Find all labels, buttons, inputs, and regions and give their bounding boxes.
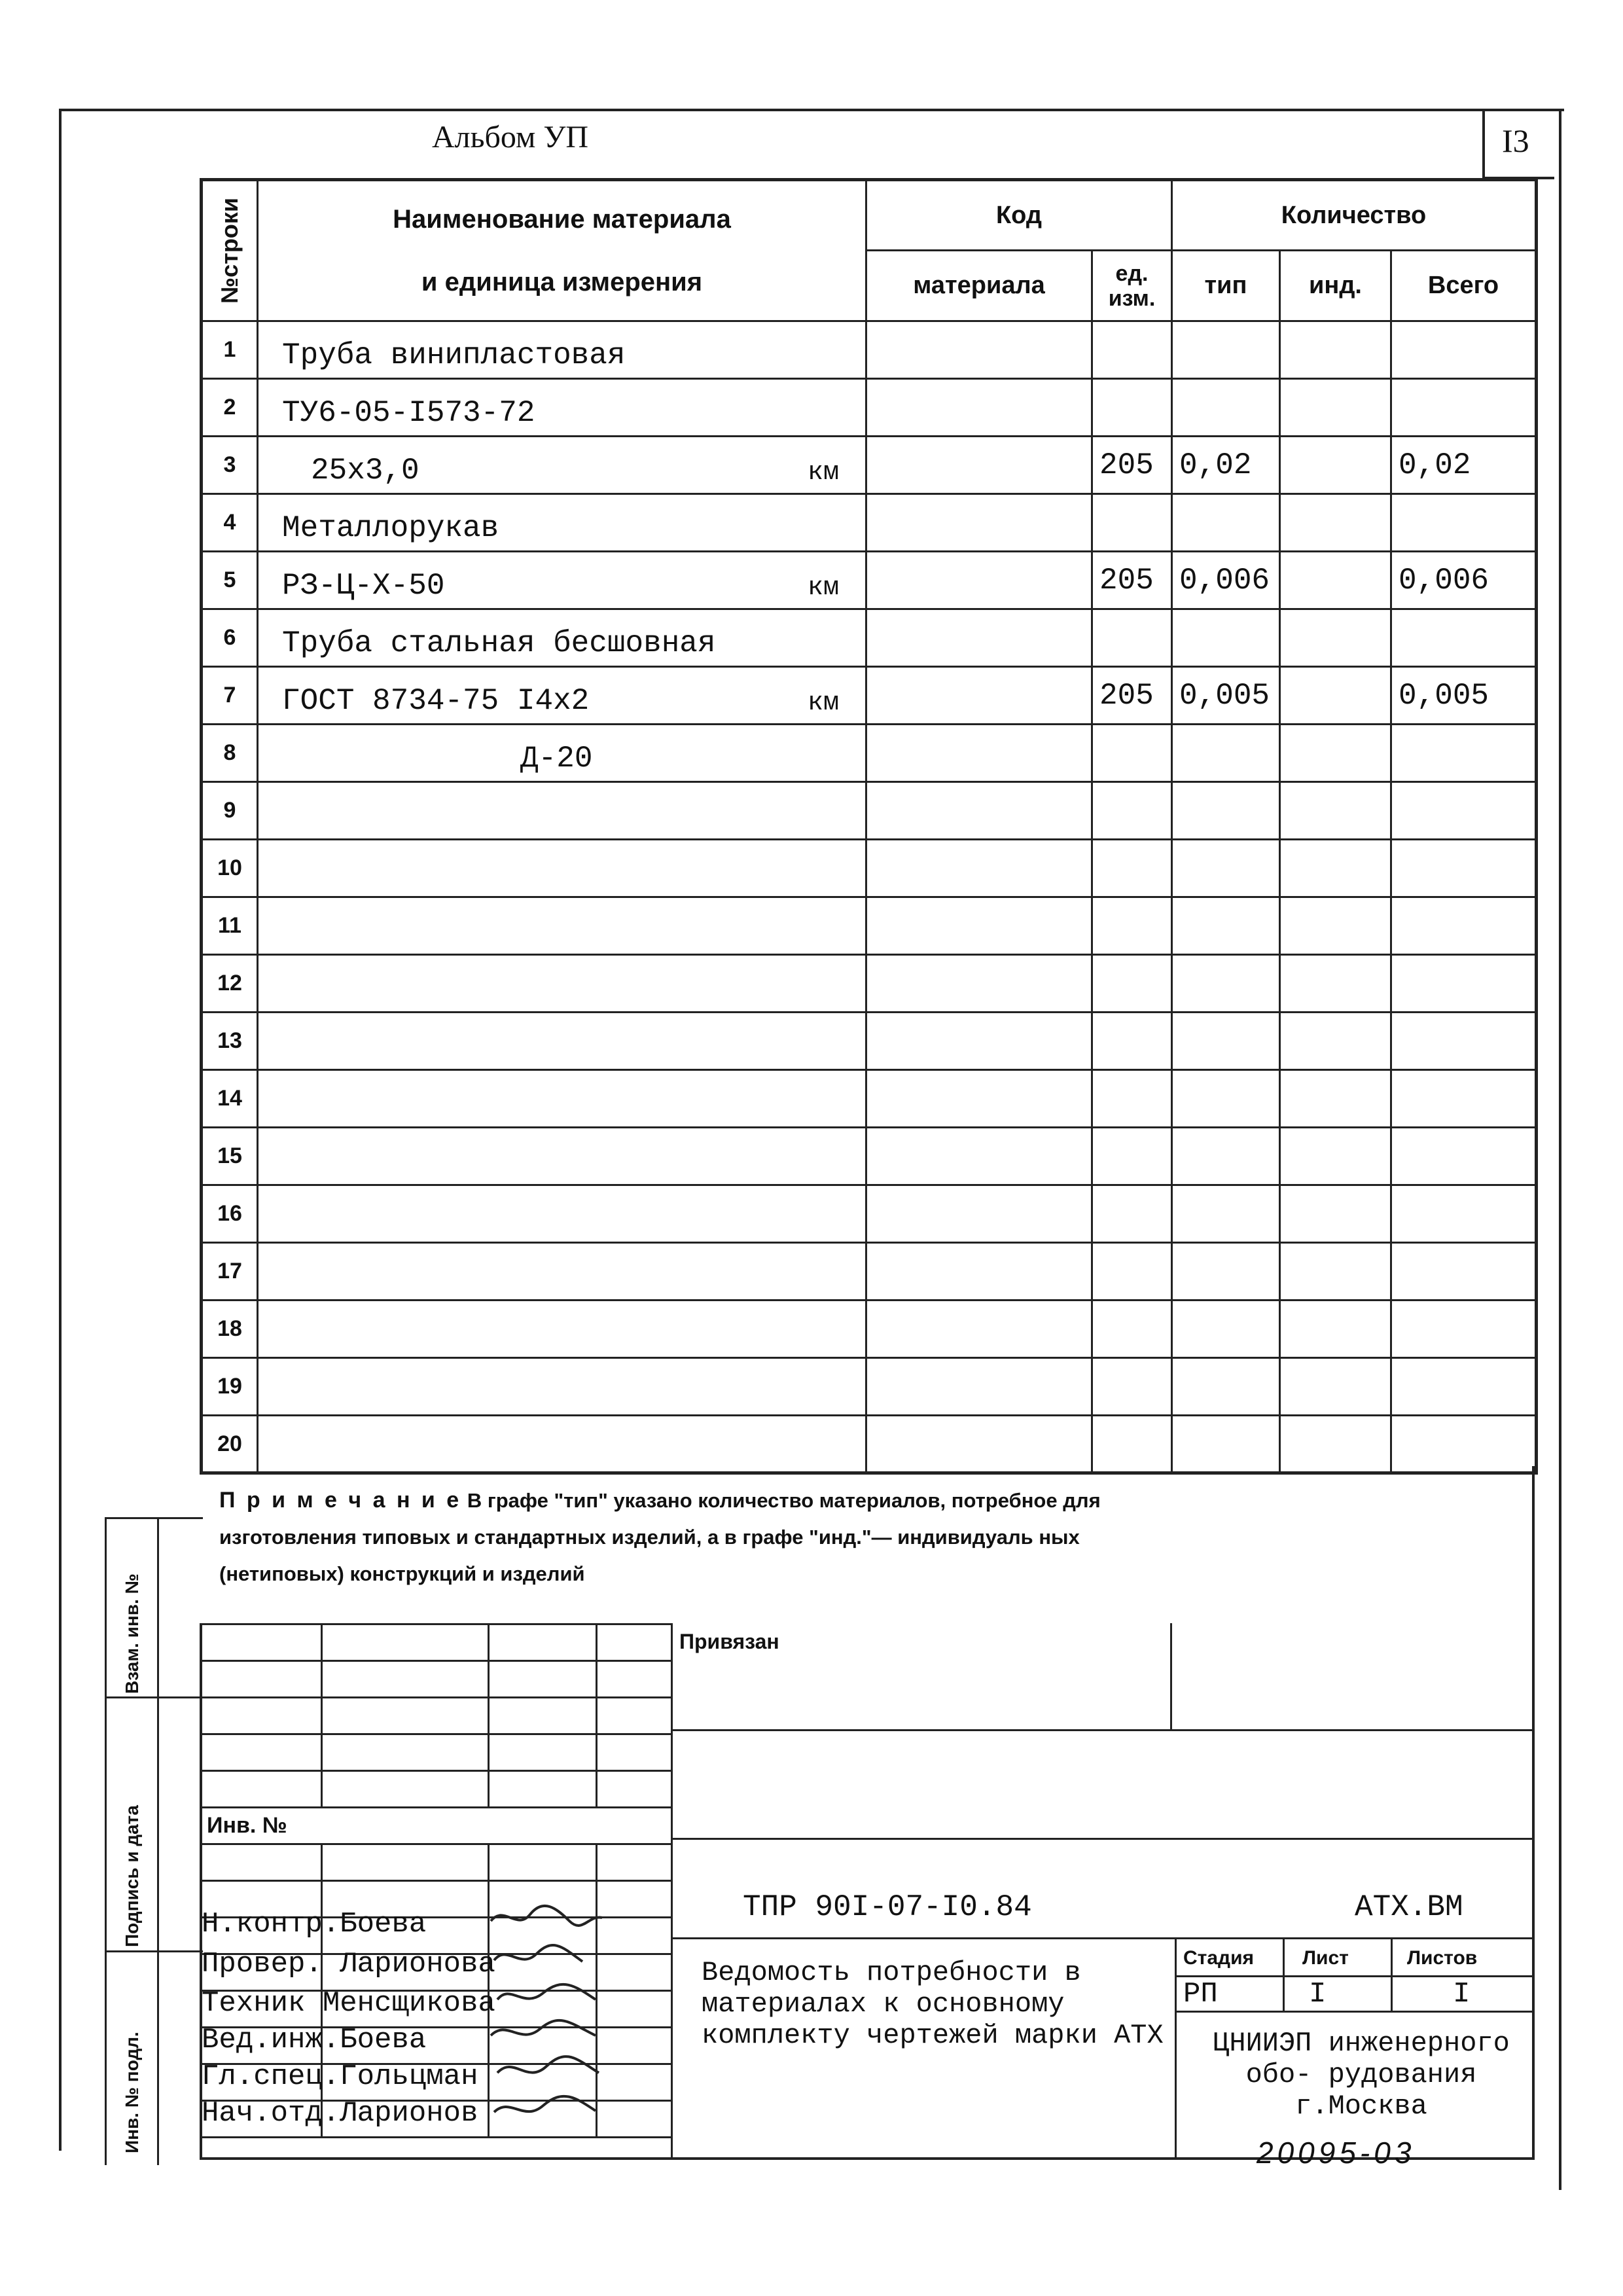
- material-name: [258, 1300, 866, 1358]
- staff-row-1: [202, 1908, 426, 1941]
- stamp-cell: [322, 1844, 489, 1881]
- staff-name: Ларионова: [340, 1948, 495, 1981]
- stamp-cell: [322, 1624, 489, 1661]
- qty-type: [1172, 379, 1280, 437]
- qty-ind: [1280, 1243, 1391, 1300]
- table-row: [202, 1013, 1537, 1070]
- unit-code: [1092, 1358, 1172, 1416]
- staff-row-5: [202, 2060, 478, 2093]
- qty-ind: [1280, 955, 1391, 1013]
- table-row: [202, 725, 1537, 782]
- material-name: [258, 609, 866, 667]
- staff-row-6: [202, 2097, 478, 2130]
- staff-name: Боева: [340, 1908, 427, 1941]
- unit-code: [1092, 840, 1172, 897]
- material-code: [866, 1128, 1092, 1185]
- qty-total: [1391, 1185, 1537, 1243]
- qty-ind: [1280, 1070, 1391, 1128]
- qty-total: [1391, 1358, 1537, 1416]
- qty-type: [1172, 494, 1280, 552]
- unit-code: [1092, 1070, 1172, 1128]
- quantity-header: Количество: [1172, 180, 1537, 251]
- footer-number: 20095-03: [1257, 2136, 1416, 2170]
- qty-total: [1391, 609, 1537, 667]
- qty-total: [1391, 782, 1537, 840]
- qty-total: [1391, 1128, 1537, 1185]
- row-number: 14: [202, 1070, 258, 1128]
- table-row: [202, 321, 1537, 379]
- table-row: [202, 782, 1537, 840]
- qty-ind: [1280, 494, 1391, 552]
- table-row: [202, 840, 1537, 897]
- side-label-vzam: Взам. инв. №: [122, 1573, 142, 1694]
- stamp-cell: [201, 1661, 322, 1698]
- qty-type: 0,006: [1172, 552, 1280, 609]
- signature-2: [494, 1945, 582, 1962]
- table-row: [202, 1416, 1537, 1473]
- row-number: 13: [202, 1013, 258, 1070]
- stamp-cell: [489, 1624, 597, 1661]
- material-name: [258, 782, 866, 840]
- row-number: 20: [202, 1416, 258, 1473]
- signature-1: [491, 1906, 602, 1926]
- staff-role: Техник: [202, 1987, 306, 2020]
- unit-code: 205: [1092, 552, 1172, 609]
- staff-row-4: [202, 2024, 426, 2056]
- row-number-header: [202, 180, 258, 321]
- sheet-label: Лист: [1302, 1947, 1349, 1969]
- signature-3: [497, 1984, 596, 2000]
- qty-ind: [1280, 321, 1391, 379]
- table-body: [202, 321, 1537, 1473]
- material-name: [258, 552, 866, 609]
- qty-total-header: Всего: [1391, 251, 1537, 321]
- table-row: [202, 1128, 1537, 1185]
- staff-role: Провер.: [202, 1948, 323, 1981]
- material-code: [866, 782, 1092, 840]
- qty-ind-header: инд.: [1280, 251, 1391, 321]
- unit-code: [1092, 1013, 1172, 1070]
- qty-ind: [1280, 667, 1391, 725]
- stamp-line-a: [671, 1838, 1535, 1840]
- unit-code: [1092, 1243, 1172, 1300]
- row-number: 6: [202, 609, 258, 667]
- qty-type: [1172, 782, 1280, 840]
- org-name: ЦНИИЭП инженерного обо- рудования г.Москва: [1213, 2028, 1510, 2122]
- stamp-cell: [597, 1771, 672, 1808]
- staff-name: Боева: [340, 2024, 427, 2056]
- qty-type: [1172, 1416, 1280, 1473]
- name-header-line1: Наименование материала: [393, 205, 731, 234]
- qty-type: [1172, 321, 1280, 379]
- unit-code: [1092, 379, 1172, 437]
- material-name-text: РЗ-Ц-Х-50: [282, 569, 445, 603]
- qty-total: [1391, 725, 1537, 782]
- stage-value-line: [1175, 2011, 1535, 2013]
- material-name: [258, 321, 866, 379]
- qty-ind: [1280, 379, 1391, 437]
- material-unit: км: [807, 458, 839, 488]
- inv-no-cell: [201, 1808, 672, 1844]
- stage-header-line: [1175, 1975, 1535, 1977]
- stamp-cell: [597, 1661, 672, 1698]
- stage-label: Стадия: [1183, 1947, 1255, 1969]
- unit-code: [1092, 1128, 1172, 1185]
- privyazan-divider: [1170, 1623, 1172, 1731]
- qty-ind: [1280, 1416, 1391, 1473]
- qty-ind: [1280, 840, 1391, 897]
- qty-type: [1172, 1300, 1280, 1358]
- stamp-cell: [322, 1698, 489, 1734]
- qty-total: 0,005: [1391, 667, 1537, 725]
- code-unit-header: ед. изм.: [1092, 251, 1172, 321]
- qty-type: [1172, 1128, 1280, 1185]
- unit-code: [1092, 782, 1172, 840]
- qty-type: [1172, 725, 1280, 782]
- qty-total: [1391, 1243, 1537, 1300]
- doc-code: ТПР 90I-07-I0.84: [743, 1890, 1032, 1924]
- material-name-text: Д-20: [520, 742, 593, 776]
- unit-code: [1092, 725, 1172, 782]
- material-name: [258, 1013, 866, 1070]
- sheets-value: I: [1453, 1978, 1471, 2011]
- stamp-cell: [597, 1844, 672, 1881]
- material-name: [258, 1243, 866, 1300]
- qty-ind: [1280, 782, 1391, 840]
- material-code: [866, 1185, 1092, 1243]
- side-label-inv-podl: Инв. № подл.: [122, 2032, 142, 2153]
- material-code: [866, 1300, 1092, 1358]
- material-name-text: ТУ6-05-I573-72: [282, 396, 535, 430]
- album-title: Альбом УП: [432, 120, 589, 154]
- material-unit: км: [807, 689, 839, 718]
- qty-type: [1172, 840, 1280, 897]
- qty-total: [1391, 955, 1537, 1013]
- material-name: [258, 1128, 866, 1185]
- staff-role: Н.контр.: [202, 1908, 340, 1941]
- row-number: 11: [202, 897, 258, 955]
- side-inner-line: [157, 1517, 159, 2165]
- row-number: 2: [202, 379, 258, 437]
- staff-name: Гольцман: [340, 2060, 478, 2093]
- qty-ind: [1280, 1185, 1391, 1243]
- qty-ind: [1280, 437, 1391, 494]
- qty-type: 0,02: [1172, 437, 1280, 494]
- material-code: [866, 321, 1092, 379]
- row-number: 15: [202, 1128, 258, 1185]
- qty-type: 0,005: [1172, 667, 1280, 725]
- material-code: [866, 840, 1092, 897]
- unit-code: [1092, 955, 1172, 1013]
- qty-total: 0,006: [1391, 552, 1537, 609]
- material-name-text: 25х3,0: [311, 454, 419, 488]
- table-row: [202, 955, 1537, 1013]
- table-row: [202, 1185, 1537, 1243]
- qty-total: [1391, 1013, 1537, 1070]
- unit-code: 205: [1092, 437, 1172, 494]
- staff-role: Гл.спец.: [202, 2060, 340, 2093]
- signature-6: [494, 2096, 596, 2112]
- qty-type: [1172, 955, 1280, 1013]
- material-name: [258, 840, 866, 897]
- row-number: 12: [202, 955, 258, 1013]
- code-material-header: материала: [866, 251, 1092, 321]
- note-text: [219, 1482, 1135, 1592]
- page-number: I3: [1502, 122, 1529, 159]
- material-code: [866, 1070, 1092, 1128]
- inv-no-label: Инв. №: [207, 1813, 287, 1838]
- qty-ind: [1280, 897, 1391, 955]
- table-row: [202, 552, 1537, 609]
- table-row: [202, 609, 1537, 667]
- stamp-cell: [322, 1734, 489, 1771]
- material-name: [258, 725, 866, 782]
- row-number: 19: [202, 1358, 258, 1416]
- unit-code: [1092, 1185, 1172, 1243]
- side-label-podpis: Подпись и дата: [122, 1805, 142, 1947]
- table-row: [202, 494, 1537, 552]
- material-unit: км: [807, 573, 839, 603]
- qty-total: [1391, 1070, 1537, 1128]
- material-name: [258, 1358, 866, 1416]
- material-name: [258, 897, 866, 955]
- material-name-text: Труба винипластовая: [282, 338, 626, 372]
- side-left-line: [105, 1517, 107, 2165]
- qty-ind: [1280, 609, 1391, 667]
- unit-code: [1092, 1416, 1172, 1473]
- note-block: [200, 1466, 1535, 1623]
- row-number: 10: [202, 840, 258, 897]
- stamp-cell: [489, 1734, 597, 1771]
- table-row: [202, 437, 1537, 494]
- qty-type-header: тип: [1172, 251, 1280, 321]
- staff-role: Нач.отд.: [202, 2097, 340, 2130]
- row-number: 8: [202, 725, 258, 782]
- note-lead: П р и м е ч а н и е: [219, 1488, 462, 1513]
- unit-code: [1092, 609, 1172, 667]
- stamp-cell: [201, 1734, 322, 1771]
- stamp-cell: [597, 1698, 672, 1734]
- row-number: 1: [202, 321, 258, 379]
- staff-name: Менсщикова: [322, 1987, 495, 2020]
- qty-total: [1391, 494, 1537, 552]
- material-name: [258, 494, 866, 552]
- stamp-cell: [597, 1734, 672, 1771]
- stamp-cell: [322, 1771, 489, 1808]
- side-divider-3: [105, 1950, 203, 1952]
- material-code: [866, 1358, 1092, 1416]
- table-row: [202, 667, 1537, 725]
- materials-table: [200, 178, 1538, 1475]
- sheets-label: Листов: [1407, 1947, 1478, 1969]
- side-divider-2: [105, 1696, 203, 1698]
- stage-divider-1: [1283, 1937, 1285, 2011]
- row-number: 17: [202, 1243, 258, 1300]
- stage-divider-2: [1391, 1937, 1393, 2011]
- side-divider-1: [105, 1517, 203, 1519]
- material-name-text: Труба стальная бесшовная: [282, 626, 716, 660]
- stage-value: РП: [1183, 1978, 1218, 2011]
- row-number: 7: [202, 667, 258, 725]
- sheet-value: I: [1309, 1978, 1327, 2011]
- qty-ind: [1280, 1128, 1391, 1185]
- stamp-cell: [201, 1624, 322, 1661]
- qty-type: [1172, 609, 1280, 667]
- qty-type: [1172, 1185, 1280, 1243]
- qty-type: [1172, 1070, 1280, 1128]
- material-name-text: Металлорукав: [282, 511, 499, 545]
- qty-total: [1391, 1300, 1537, 1358]
- row-number: 4: [202, 494, 258, 552]
- unit-code: [1092, 897, 1172, 955]
- qty-type: [1172, 1243, 1280, 1300]
- material-name: [258, 437, 866, 494]
- material-code: [866, 897, 1092, 955]
- stamp-cell: [489, 1844, 597, 1881]
- qty-ind: [1280, 1013, 1391, 1070]
- table-row: [202, 379, 1537, 437]
- material-code: [866, 552, 1092, 609]
- signatures-svg: [484, 1901, 615, 2130]
- qty-type: [1172, 1358, 1280, 1416]
- table-row: [202, 1300, 1537, 1358]
- stamp-cell: [201, 1844, 322, 1881]
- unit-code: [1092, 1300, 1172, 1358]
- material-name: [258, 1185, 866, 1243]
- qty-total: [1391, 897, 1537, 955]
- unit-code: [1092, 494, 1172, 552]
- qty-total: [1391, 1416, 1537, 1473]
- qty-total: [1391, 840, 1537, 897]
- qty-total: [1391, 379, 1537, 437]
- row-number: 3: [202, 437, 258, 494]
- table-row: [202, 1358, 1537, 1416]
- qty-ind: [1280, 725, 1391, 782]
- material-name-text: ГОСТ 8734-75 I4х2: [282, 684, 590, 718]
- stamp-cell: [489, 1698, 597, 1734]
- frame-left-line: [59, 109, 62, 2151]
- material-code: [866, 955, 1092, 1013]
- material-name: [258, 667, 866, 725]
- privyazan-box: [671, 1623, 1535, 1731]
- staff-row-3: [202, 1987, 495, 2020]
- name-header: [258, 180, 866, 321]
- material-name: [258, 955, 866, 1013]
- material-code: [866, 609, 1092, 667]
- qty-total: [1391, 321, 1537, 379]
- material-code: [866, 1013, 1092, 1070]
- material-code: [866, 437, 1092, 494]
- row-number: 9: [202, 782, 258, 840]
- qty-ind: [1280, 1300, 1391, 1358]
- row-number-header-label: №строки: [216, 198, 243, 304]
- signature-4: [491, 2020, 596, 2036]
- name-header-line2: и единица измерения: [421, 268, 703, 296]
- material-code: [866, 725, 1092, 782]
- qty-ind: [1280, 1358, 1391, 1416]
- stamp-cell: [597, 1624, 672, 1661]
- table-row: [202, 1070, 1537, 1128]
- qty-total: 0,02: [1391, 437, 1537, 494]
- row-number: 5: [202, 552, 258, 609]
- frame-right-line: [1559, 109, 1561, 2190]
- qty-ind: [1280, 552, 1391, 609]
- material-code: [866, 1243, 1092, 1300]
- doc-mark: АТХ.ВМ: [1355, 1890, 1463, 1924]
- qty-type: [1172, 1013, 1280, 1070]
- row-number: 16: [202, 1185, 258, 1243]
- staff-role: Вед.инж.: [202, 2024, 340, 2056]
- stamp-cell: [201, 1698, 322, 1734]
- stamp-cell: [489, 1661, 597, 1698]
- row-number: 18: [202, 1300, 258, 1358]
- code-header: Код: [866, 180, 1172, 251]
- stamp-cell: [322, 1661, 489, 1698]
- qty-type: [1172, 897, 1280, 955]
- frame-top-line: [59, 109, 1564, 111]
- material-name: [258, 1070, 866, 1128]
- unit-code: 205: [1092, 667, 1172, 725]
- table-row: [202, 897, 1537, 955]
- material-name: [258, 379, 866, 437]
- material-name: [258, 1416, 866, 1473]
- material-code: [866, 1416, 1092, 1473]
- stamp-cell: [489, 1771, 597, 1808]
- signature-5: [497, 2056, 599, 2073]
- staff-name: Ларионов: [340, 2097, 478, 2130]
- stamp-cell: [201, 1771, 322, 1808]
- material-code: [866, 379, 1092, 437]
- unit-code: [1092, 321, 1172, 379]
- staff-row-2: [202, 1948, 495, 1981]
- privyazan-label: Привязан: [679, 1630, 779, 1653]
- material-code: [866, 494, 1092, 552]
- table-row: [202, 1243, 1537, 1300]
- stamp-title: Ведомость потребности в материалах к основному комплекту чертежей марки АТХ: [702, 1957, 1164, 2051]
- note-body: В графе "тип" указано количество материалов, потребное для изготовления типовых и стандартных изделий, а в графе "инд."— индивидуаль ных (нетиповых) конструкций и изделий: [219, 1489, 1101, 1585]
- material-code: [866, 667, 1092, 725]
